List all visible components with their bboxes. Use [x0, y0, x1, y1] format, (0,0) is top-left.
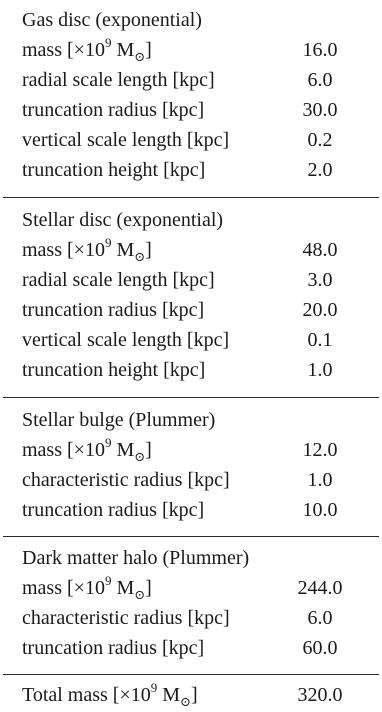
row-label: truncation height [kpc] [22, 359, 206, 381]
total-label: Total mass [$\times 10^9$ $M_⊙$] [22, 680, 198, 709]
section-title-dark-matter-halo [22, 543, 360, 573]
table-row [22, 155, 360, 185]
table-row [22, 325, 360, 355]
row-label: truncation radius [kpc] [22, 499, 205, 521]
row-value: 16.0 [302, 39, 338, 61]
row-value: 3.0 [307, 269, 333, 291]
table-row [22, 65, 360, 95]
table-row [22, 495, 360, 525]
table-row [22, 35, 360, 65]
table-row [22, 265, 360, 295]
row-value: 10.0 [302, 499, 338, 521]
row-label: vertical scale length [kpc] [22, 129, 230, 151]
table-row [22, 633, 360, 663]
row-value: 6.0 [307, 607, 333, 629]
row-value: 48.0 [302, 239, 338, 261]
table-row [22, 465, 360, 495]
table-row [22, 573, 360, 603]
row-value: 60.0 [302, 637, 338, 659]
row-label: radial scale length [kpc] [22, 269, 215, 291]
row-label: characteristic radius [kpc] [22, 469, 230, 491]
row-label: mass [$\times 10^9$ $M_⊙$] [22, 573, 152, 602]
section-title: Stellar disc (exponential) [22, 209, 224, 231]
section-title: Dark matter halo (Plummer) [22, 547, 250, 569]
row-label: truncation height [kpc] [22, 159, 206, 181]
row-label: characteristic radius [kpc] [22, 607, 230, 629]
section-divider [3, 397, 379, 398]
row-label: mass [$\times 10^9$ $M_⊙$] [22, 235, 152, 264]
table-row [22, 95, 360, 125]
section-title-stellar-bulge [22, 405, 360, 435]
row-label: radial scale length [kpc] [22, 69, 215, 91]
table-row [22, 125, 360, 155]
row-value: 244.0 [297, 577, 343, 599]
row-value: 0.1 [307, 329, 333, 351]
row-label: truncation radius [kpc] [22, 637, 205, 659]
row-label: mass [$\times 10^9$ $M_⊙$] [22, 35, 152, 64]
row-value: 20.0 [302, 299, 338, 321]
row-label: truncation radius [kpc] [22, 299, 205, 321]
section-title: Stellar bulge (Plummer) [22, 409, 216, 431]
row-value: 1.0 [307, 359, 333, 381]
table-row [22, 603, 360, 633]
row-label: vertical scale length [kpc] [22, 329, 230, 351]
row-value: 6.0 [307, 69, 333, 91]
section-divider [3, 674, 379, 675]
row-value: 2.0 [307, 159, 333, 181]
section-divider [3, 536, 379, 537]
section-divider [3, 197, 379, 198]
row-label: mass [$\times 10^9$ $M_⊙$] [22, 435, 152, 464]
section-title: Gas disc (exponential) [22, 9, 202, 31]
section-title-stellar-disc [22, 205, 360, 235]
row-value: 1.0 [307, 469, 333, 491]
table-row [22, 355, 360, 385]
row-value: 30.0 [302, 99, 338, 121]
table-row [22, 295, 360, 325]
row-label: truncation radius [kpc] [22, 99, 205, 121]
section-title-gas-disc [22, 5, 360, 35]
row-value: 0.2 [307, 129, 333, 151]
row-value: 12.0 [302, 439, 338, 461]
total-value: 320.0 [297, 684, 343, 706]
table-row [22, 435, 360, 465]
table-row [22, 235, 360, 265]
total-row [22, 680, 360, 710]
